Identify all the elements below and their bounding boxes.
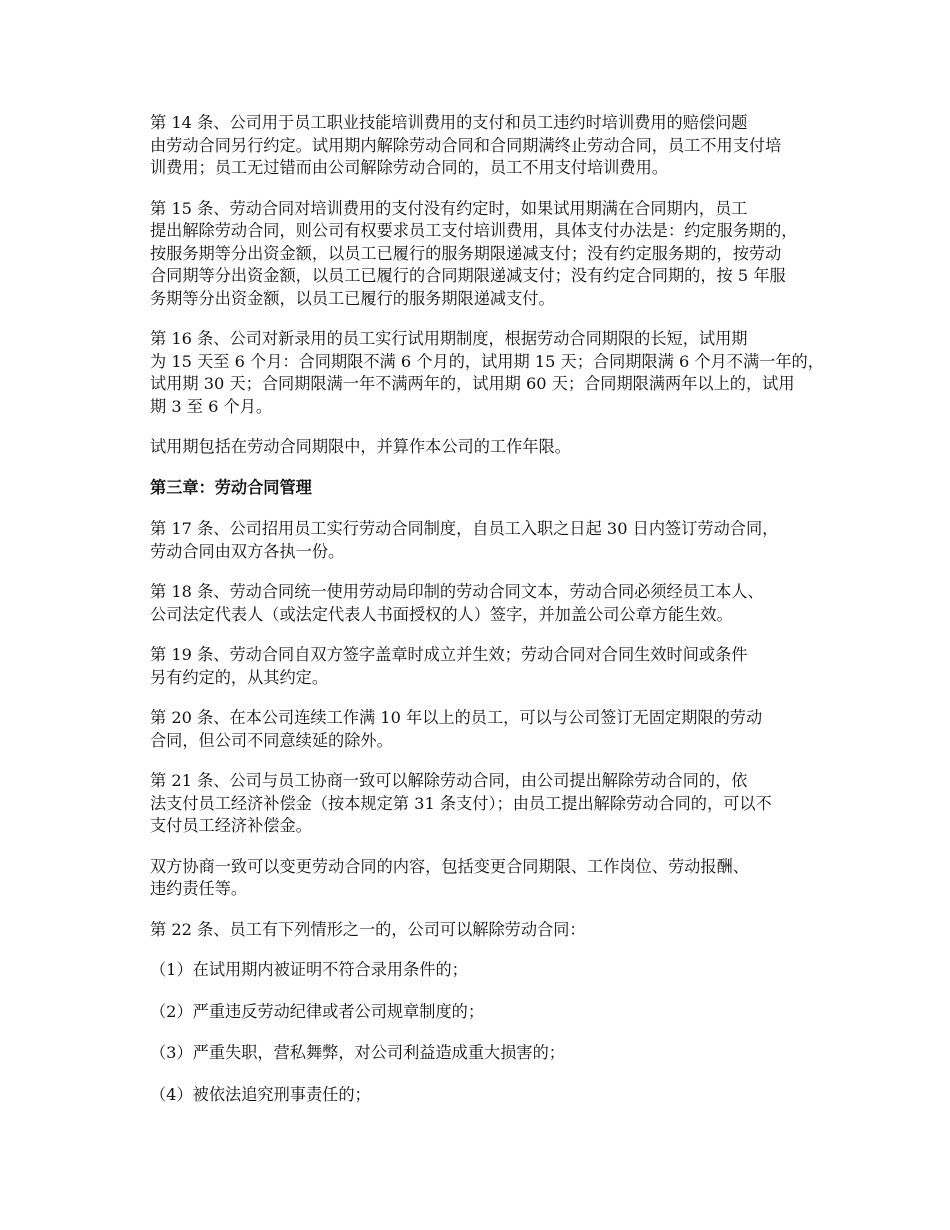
text-line: 第 17 条、公司招用员工实行劳动合同制度，自员工入职之日起 30 日内签订劳动合同，	[150, 519, 779, 538]
paragraph	[112, 919, 840, 942]
paragraph	[112, 856, 840, 901]
text-line: 试用期 30 天；合同期限满一年不满两年的，试用期 60 天；合同期限满两年以上的，试用	[150, 374, 795, 393]
text-line: 劳动合同由双方各执一份。	[150, 541, 345, 561]
section-heading	[112, 477, 840, 500]
text-line: 提出解除劳动合同，则公司有权要求员工支付培训费用，具体支付办法是：约定服务期的，	[150, 221, 798, 240]
text-line: 违约责任等。	[150, 879, 248, 898]
paragraph	[112, 112, 840, 180]
text-line: 第三章：劳动合同管理	[150, 477, 312, 497]
text-line: 支付员工经济补偿金。	[150, 816, 312, 835]
text-line: 训费用；员工无过错而由公司解除劳动合同的，员工不用支付培训费用。	[150, 158, 668, 177]
text-line: 第 15 条、劳动合同对培训费用的支付没有约定时，如果试用期满在合同期内，员工	[150, 198, 748, 218]
text-line: 第 14 条、公司用于员工职业技能培训费用的支付和员工违约时培训费用的赔偿问题	[150, 113, 748, 132]
text-line: （3）严重失职，营私舞弊，对公司利益造成重大损害的；	[150, 1043, 565, 1062]
text-line: 双方协商一致可以变更劳动合同的内容，包括变更合同期限、工作岗位、劳动报酬、	[150, 856, 749, 876]
list-item	[112, 959, 840, 982]
paragraph	[112, 707, 840, 752]
text-line: 为 15 天至 6 个月：合同期限不满 6 个月的，试用期 15 天；合同期限满 6 个月不满一年的，	[150, 351, 824, 371]
text-line: （4）被依法追究刑事责任的；	[150, 1084, 371, 1104]
text-line: 第 21 条、公司与员工协商一致可以解除劳动合同，由公司提出解除劳动合同的，依	[150, 771, 748, 790]
text-line: 试用期包括在劳动合同期限中，并算作本公司的工作年限。	[150, 437, 571, 456]
list-item	[112, 1001, 840, 1024]
list-item	[112, 1084, 840, 1107]
text-line: 由劳动合同另行约定。试用期内解除劳动合同和合同期满终止劳动合同，员工不用支付培	[150, 135, 782, 155]
list-item	[112, 1042, 840, 1065]
text-line: （2）严重违反劳动纪律或者公司规章制度的；	[150, 1001, 485, 1021]
text-line: （1）在试用期内被证明不符合录用条件的；	[150, 960, 468, 979]
text-line: 第 22 条、员工有下列情形之一的，公司可以解除劳动合同：	[150, 919, 586, 939]
document-body	[112, 112, 840, 1125]
paragraph	[112, 198, 840, 311]
paragraph	[112, 770, 840, 838]
paragraph	[112, 518, 840, 563]
paragraph	[112, 644, 840, 689]
text-line: 期 3 至 6 个月。	[150, 396, 273, 416]
text-line: 第 16 条、公司对新录用的员工实行试用期制度，根据劳动合同期限的长短，试用期	[150, 329, 748, 348]
text-line: 公司法定代表人（或法定代表人书面授权的人）签字，并加盖公司公章方能生效。	[150, 604, 733, 624]
text-line: 第 19 条、劳动合同自双方签字盖章时成立并生效；劳动合同对合同生效时间或条件	[150, 645, 748, 664]
text-line: 合同，但公司不同意续延的除外。	[150, 730, 393, 750]
text-line: 第 18 条、劳动合同统一使用劳动局印制的劳动合同文本，劳动合同必须经员工本人、	[150, 582, 764, 601]
paragraph	[112, 436, 840, 459]
text-line: 务期等分出资金额，以员工已履行的服务期限递减支付。	[150, 288, 555, 308]
text-line: 另有约定的，从其约定。	[150, 667, 329, 687]
text-line: 按服务期等分出资金额，以员工已履行的服务期限递减支付；没有约定服务期的，按劳动	[150, 243, 782, 263]
text-line: 合同期等分出资金额，以员工已履行的合同期限递减支付；没有约定合同期的，按 5 年服	[150, 266, 786, 285]
paragraph	[112, 581, 840, 626]
text-line: 第 20 条、在本公司连续工作满 10 年以上的员工，可以与公司签订无固定期限的劳动	[150, 708, 763, 727]
paragraph	[112, 328, 840, 418]
text-line: 法支付员工经济补偿金（按本规定第 31 条支付）；由员工提出解除劳动合同的，可以不	[150, 793, 772, 813]
